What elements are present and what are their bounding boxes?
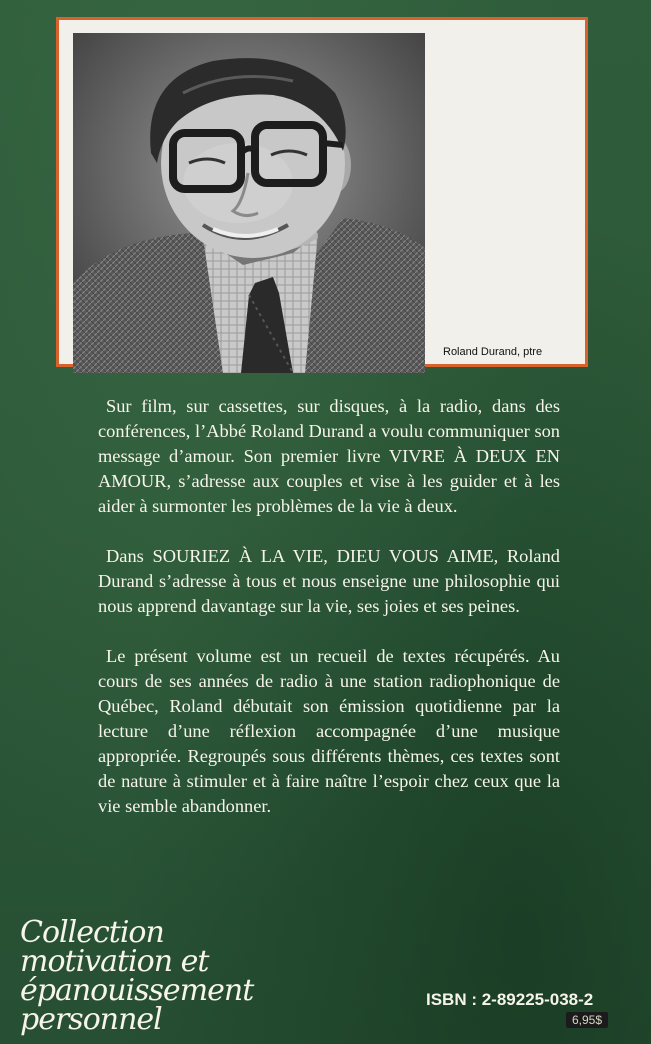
collection-line: motivation et (20, 944, 209, 979)
isbn-number: ISBN : 2-89225-038-2 (426, 990, 594, 1009)
paragraph-1: Sur film, sur cassettes, sur disques, à la radio, dans des conférences, l’Abbé Roland Durand a voulu communiquer son message d’amour. Son premier livre VIVRE À DEUX EN AMOUR, s’adresse aux couples et vise à les guider et à les aider à surmonter les problèmes de la vie à deux. (98, 396, 560, 516)
collection-title (20, 915, 254, 1037)
price-sticker: 6,95$ (566, 1012, 608, 1028)
photo-frame (56, 17, 588, 367)
author-photo (73, 33, 425, 373)
paragraph-3: Le présent volume est un recueil de textes récupérés. Au cours de ses années de radio à une station radiophonique de Québec, Roland débutait son émission quotidienne par la lecture d’une réflexion accompagnée d’une musique appropriée. Regroupés sous différents thèmes, ces textes sont de nature à stimuler et à faire naître l’espoir chez ceux que la vie semble abandonner. (98, 646, 560, 816)
description-text (98, 394, 560, 844)
paragraph-2: Dans SOURIEZ À LA VIE, DIEU VOUS AIME, Roland Durand s’adresse à tous et nous enseigne une philosophie qui nous apprend davantage sur la vie, ses joies et ses peines. (98, 546, 560, 616)
photo-caption: Roland Durand, ptre (443, 346, 543, 358)
collection-line: personnel (20, 1002, 162, 1037)
collection-line: Collection (20, 915, 164, 950)
collection-line: épanouissement (20, 973, 254, 1008)
